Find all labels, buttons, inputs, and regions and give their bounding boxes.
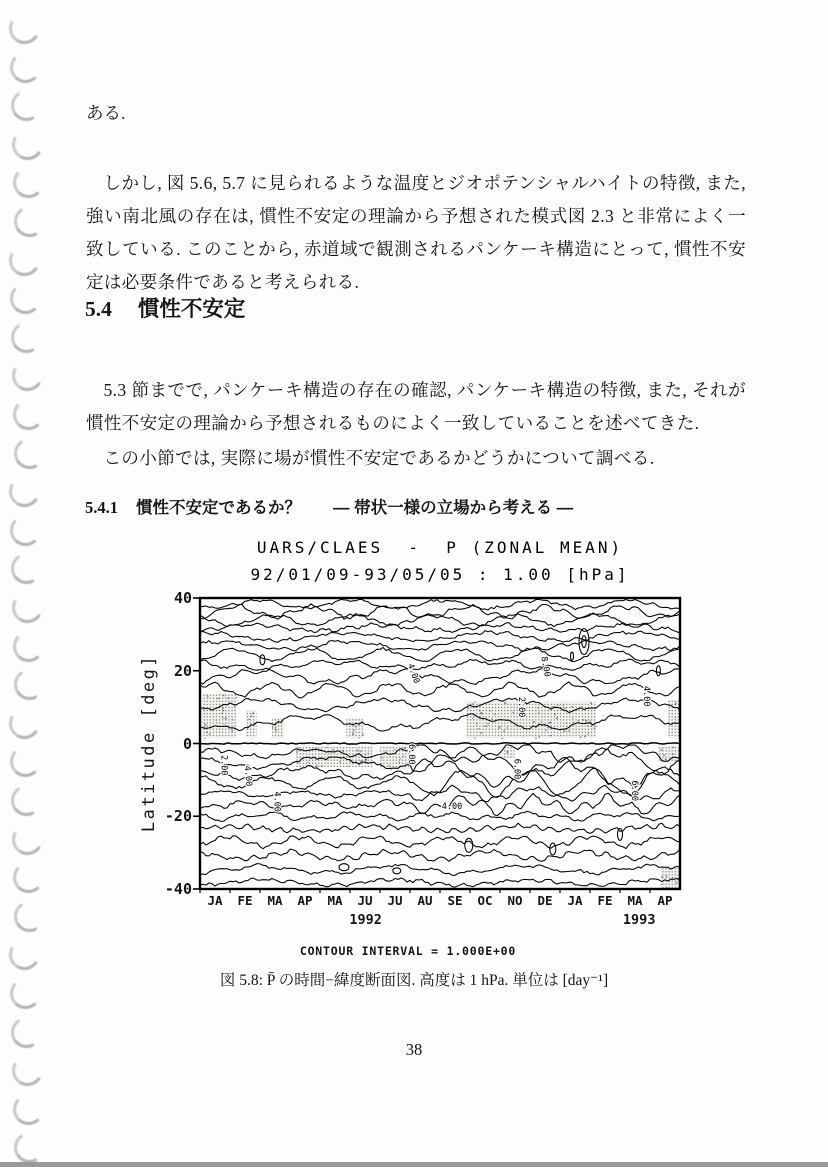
y-tick-label: -20: [164, 807, 192, 826]
month-tick-label: MA: [267, 893, 283, 908]
binding-hole: [10, 283, 41, 314]
plot-subtitle: 92/01/09-93/05/05 : 1.00 [hPa]: [250, 565, 630, 584]
month-tick-label: SE: [447, 893, 463, 908]
paragraph-summary-5-3: 5.3 節までで, パンケーキ構造の存在の確認, パンケーキ構造の特徴, また, それが慣性不安定の理論から予想されるものによく一致していることを述べてきた.: [86, 379, 746, 433]
year-label-1993: 1993: [622, 912, 656, 928]
year-label-1992: 1992: [349, 912, 382, 928]
svg-text:4.00: 4.00: [441, 801, 463, 812]
svg-text:2.00: 2.00: [218, 755, 229, 776]
month-tick-label: AP: [297, 893, 313, 908]
subsection-heading-5-4-1: [85, 494, 573, 518]
figure-5-8: [0, 538, 828, 1008]
month-tick-label: JU: [387, 893, 403, 908]
page-number: 38: [405, 1040, 423, 1059]
month-tick-label: JA: [567, 893, 583, 908]
y-tick-label: 20: [173, 661, 192, 680]
binding-hole: [10, 52, 41, 83]
binding-hole: [6, 473, 44, 511]
svg-text:6.00: 6.00: [405, 744, 416, 765]
binding-hole: [13, 399, 44, 430]
binding-hole: [11, 203, 49, 241]
binding-hole: [13, 167, 44, 198]
svg-text:4.00: 4.00: [271, 791, 282, 812]
section-heading-5-4: [85, 292, 245, 323]
contour-interval-note: CONTOUR INTERVAL = 1.000E+00: [299, 944, 517, 958]
subsection-number: 5.4.1: [85, 498, 118, 517]
month-tick-label: MA: [327, 893, 343, 908]
y-axis-label: Latitude [deg]: [139, 653, 159, 833]
svg-text:8.00: 8.00: [538, 655, 552, 678]
svg-text:2.00: 2.00: [516, 696, 527, 718]
month-tick-label: FE: [597, 893, 613, 908]
contour-plot: [190, 593, 685, 895]
binding-hole: [13, 1094, 44, 1125]
binding-hole: [8, 87, 46, 125]
binding-hole: [11, 434, 49, 472]
month-tick-label: JA: [207, 893, 223, 908]
y-tick-label: 40: [173, 589, 192, 607]
y-tick-label: -40: [164, 880, 192, 898]
month-tick-label: FE: [237, 893, 253, 908]
month-tick-label: AP: [657, 893, 673, 908]
plot-title: UARS/CLAES - P (ZONAL MEAN): [256, 538, 624, 557]
svg-text:4.00: 4.00: [641, 685, 651, 707]
binding-hole: [6, 241, 44, 279]
subsection-title: 慣性不安定であるか？: [136, 499, 301, 517]
svg-text:4.00: 4.00: [241, 765, 254, 787]
month-tick-label: MA: [627, 893, 643, 908]
x-axis-month-labels: [200, 893, 680, 908]
section-title: 慣性不安定: [137, 297, 246, 321]
contour-lines: [200, 600, 680, 888]
month-tick-label: DE: [537, 893, 553, 908]
month-tick-label: JU: [357, 893, 373, 908]
svg-text:6.00: 6.00: [511, 758, 522, 780]
subsection-annotation: — 帯状一様の立場から考える —: [333, 499, 574, 517]
scan-bottom-edge: [0, 1162, 828, 1167]
y-tick-label: 0: [182, 734, 192, 753]
binding-hole: [9, 357, 47, 395]
paragraph-subsection-intro: この小節では, 実際に場が慣性不安定であるかどうかについて調べる.: [103, 447, 655, 468]
binding-hole: [6, 10, 44, 48]
continuation-text: ある.: [86, 103, 126, 123]
month-tick-label: AU: [417, 893, 433, 908]
svg-text:4.00: 4.00: [404, 662, 422, 686]
svg-text:6.00: 6.00: [629, 780, 639, 802]
section-number: 5.4: [85, 297, 112, 321]
binding-hole: [9, 126, 47, 164]
binding-hole: [8, 319, 46, 357]
month-tick-label: OC: [477, 893, 493, 908]
month-tick-label: NO: [507, 893, 523, 908]
figure-caption: 図 5.8: P̄ の時間−緯度断面図. 高度は 1 hPa. 単位は [day⁻¹]: [219, 972, 609, 989]
paragraph-inertial-match: しかし, 図 5.6, 5.7 に見られるような温度とジオポテンシャルハイトの特徴, また, 強い南北風の存在は, 慣性不安定の理論から予想された模式図 2.3 と非常によく一致している. このことから, 赤道域で観測されるパンケーキ構造にとって, 慣性不安定は必要条件であると考えられる.: [86, 172, 746, 292]
